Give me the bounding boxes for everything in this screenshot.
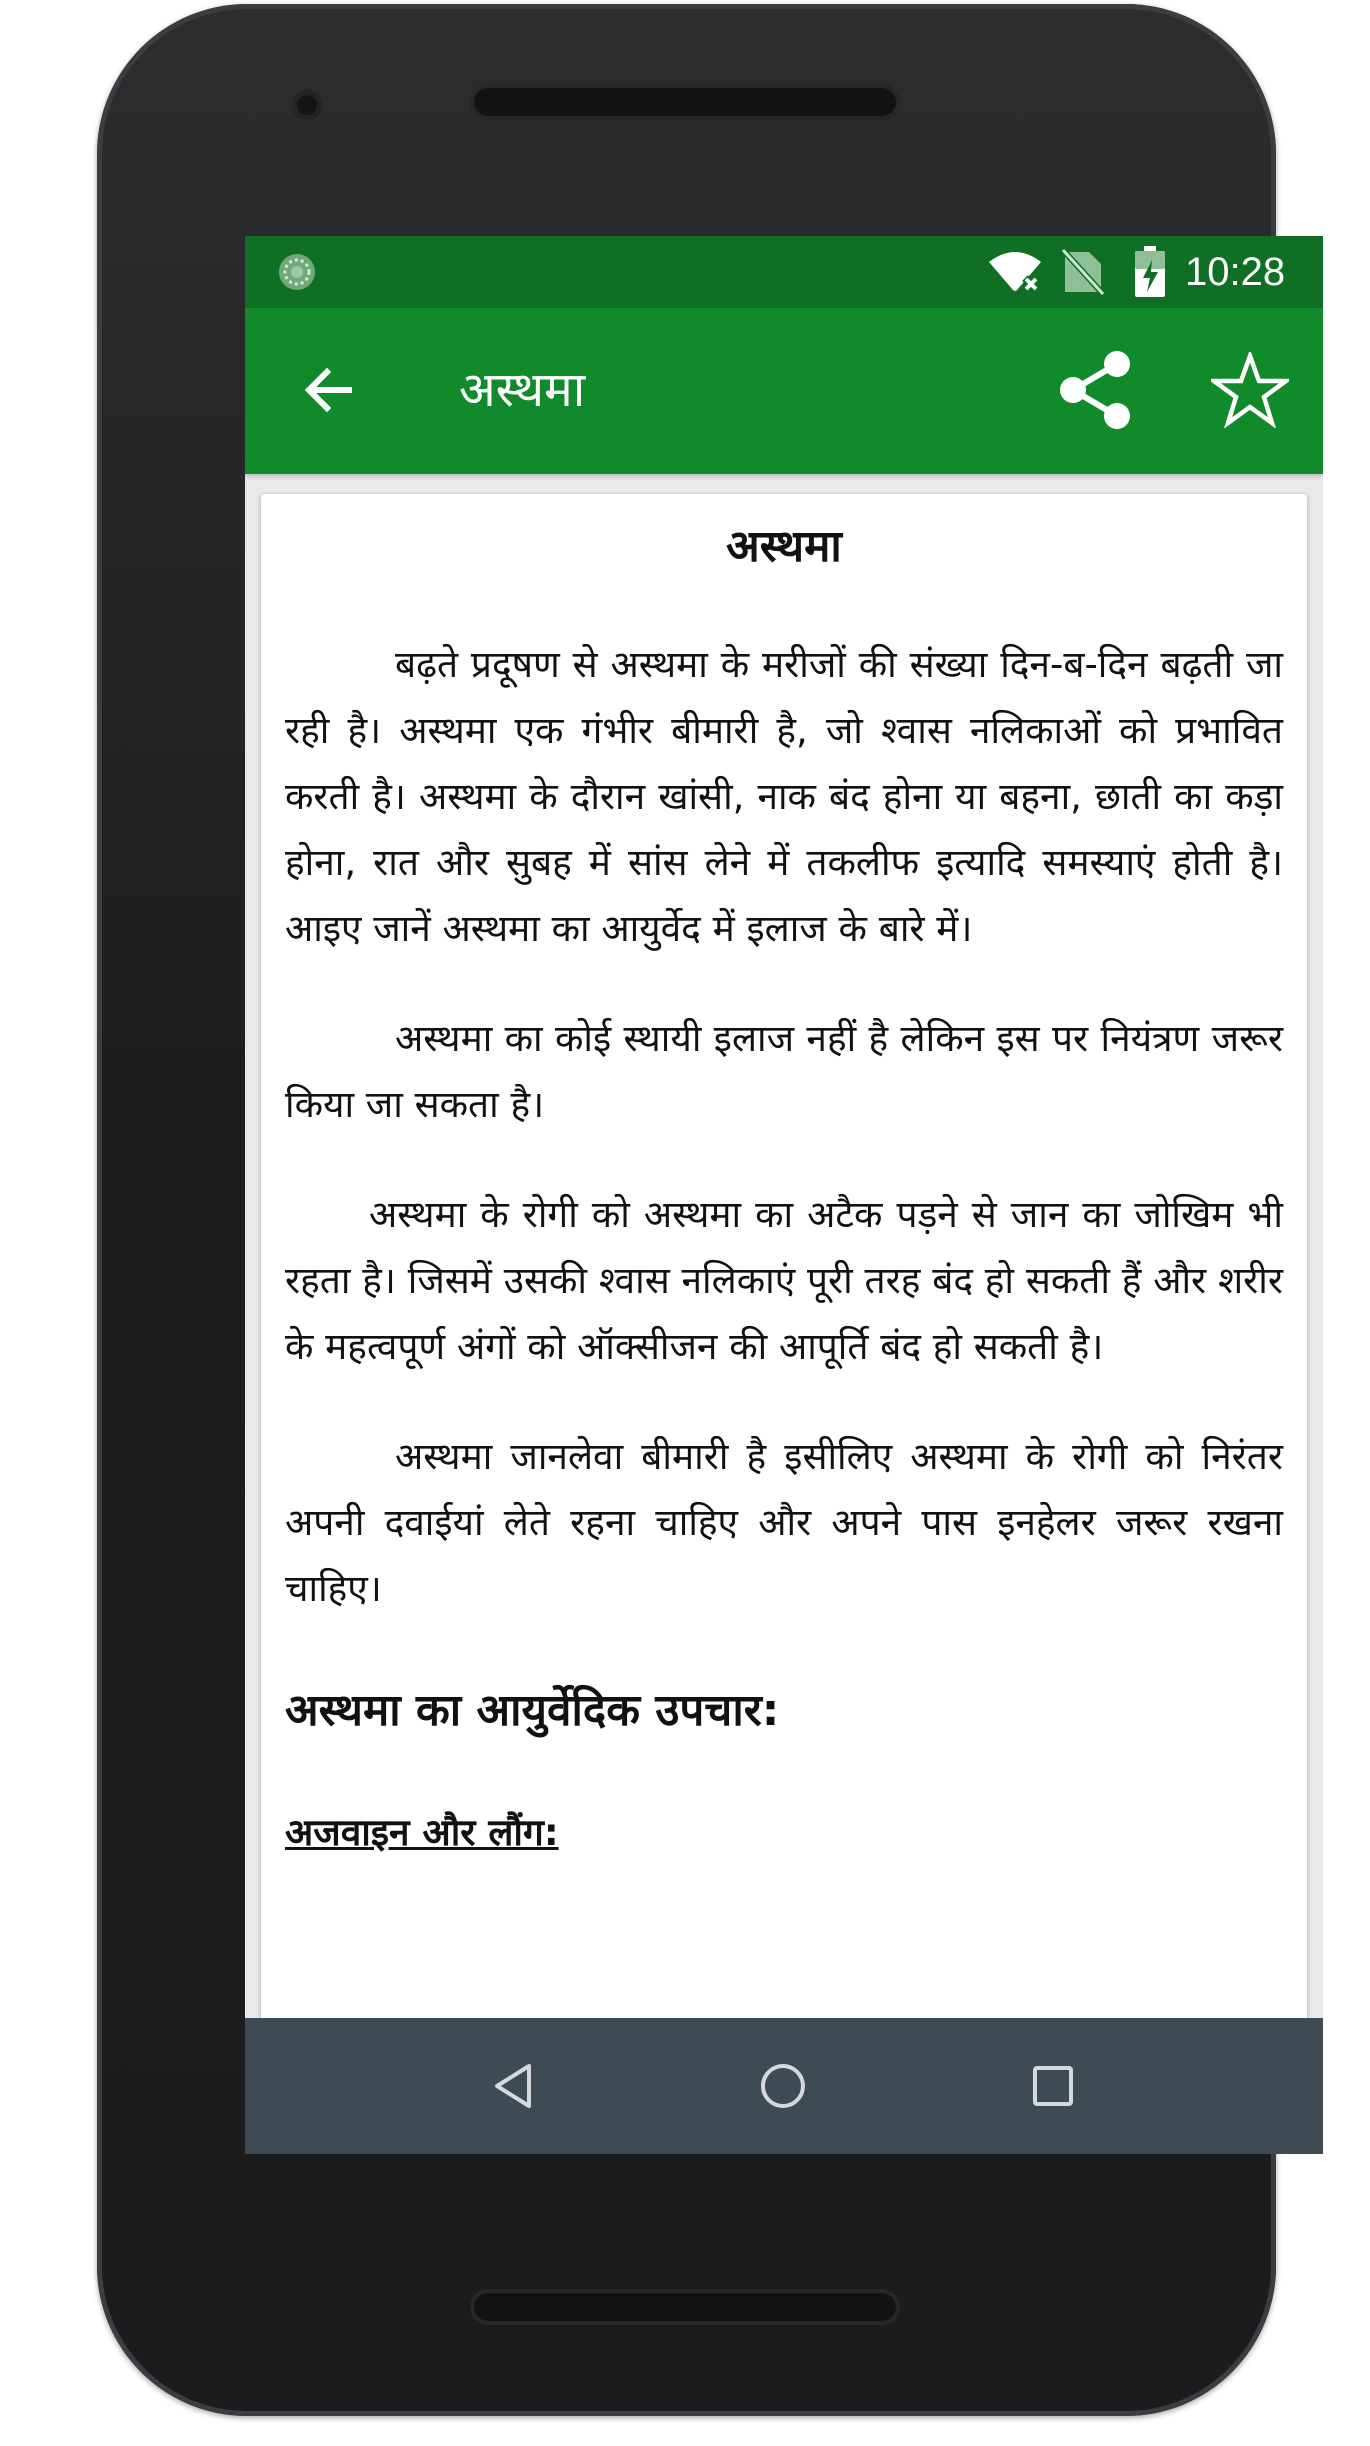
back-arrow-icon[interactable] <box>297 358 361 422</box>
article-card <box>261 494 1307 2154</box>
article-paragraph: बढ़ते प्रदूषण से अस्थमा के मरीजों की संख्या दिन-ब-दिन बढ़ती जा रही है। अस्थमा एक गंभीर बीमारी है, जो श्वास नलिकाओं को प्रभावित करती है। अस्थमा के दौरान खांसी, नाक बंद होना या बहना, छाती का कड़ा होना, रात और सुबह में सांस लेने में तकलीफ इत्यादि समस्याएं होती है।आइए जानें अस्थमा का आयुर्वेद में इलाज के बारे में। <box>285 643 1283 950</box>
battery-charging-icon <box>1133 246 1167 298</box>
nav-home-icon[interactable] <box>755 2058 811 2114</box>
status-time: 10:28 <box>1185 250 1286 294</box>
front-camera <box>292 90 322 120</box>
sub-heading: अजवाइन और लौंग: <box>285 1811 559 1854</box>
no-sim-icon <box>1061 248 1105 296</box>
article-title: अस्थमा <box>726 521 842 572</box>
bottom-speaker <box>470 2289 900 2325</box>
wifi-icon <box>987 250 1043 294</box>
article-paragraph: अस्थमा जानलेवा बीमारी है इसीलिए अस्थमा के रोगी को निरंतर अपनी दवाईयां लेते रहना चाहिए और अपने पास इनहेलर जरूर रखना चाहिए। <box>285 1435 1283 1610</box>
article-paragraph: अस्थमा का कोई स्थायी इलाज नहीं है लेकिन इस पर नियंत्रण जरूर किया जा सकता है। <box>285 1017 1283 1126</box>
status-bar <box>245 236 1323 308</box>
nav-back-icon[interactable] <box>485 2058 541 2114</box>
star-icon[interactable] <box>1211 352 1289 428</box>
section-heading: अस्थमा का आयुर्वेदिक उपचार: <box>285 1685 780 1736</box>
app-toolbar <box>245 308 1323 474</box>
phone-device <box>97 4 1286 2416</box>
navigation-bar <box>245 2018 1323 2154</box>
article-content <box>285 514 1283 1866</box>
article-paragraph: अस्थमा के रोगी को अस्थमा का अटैक पड़ने से जान का जोखिम भी रहता है। जिसमें उसकी श्वास नलिकाएं पूरी तरह बंद हो सकती हैं और शरीर के महत्वपूर्ण अंगों को ऑक्सीजन की आपूर्ति बंद हो सकती है। <box>285 1193 1283 1368</box>
app-notification-icon <box>277 252 317 292</box>
nav-recents-icon[interactable] <box>1025 2058 1081 2114</box>
phone-screen <box>245 236 1323 2154</box>
earpiece-speaker <box>470 84 900 120</box>
toolbar-title: अस्थमा <box>459 362 586 418</box>
share-icon[interactable] <box>1055 348 1135 432</box>
